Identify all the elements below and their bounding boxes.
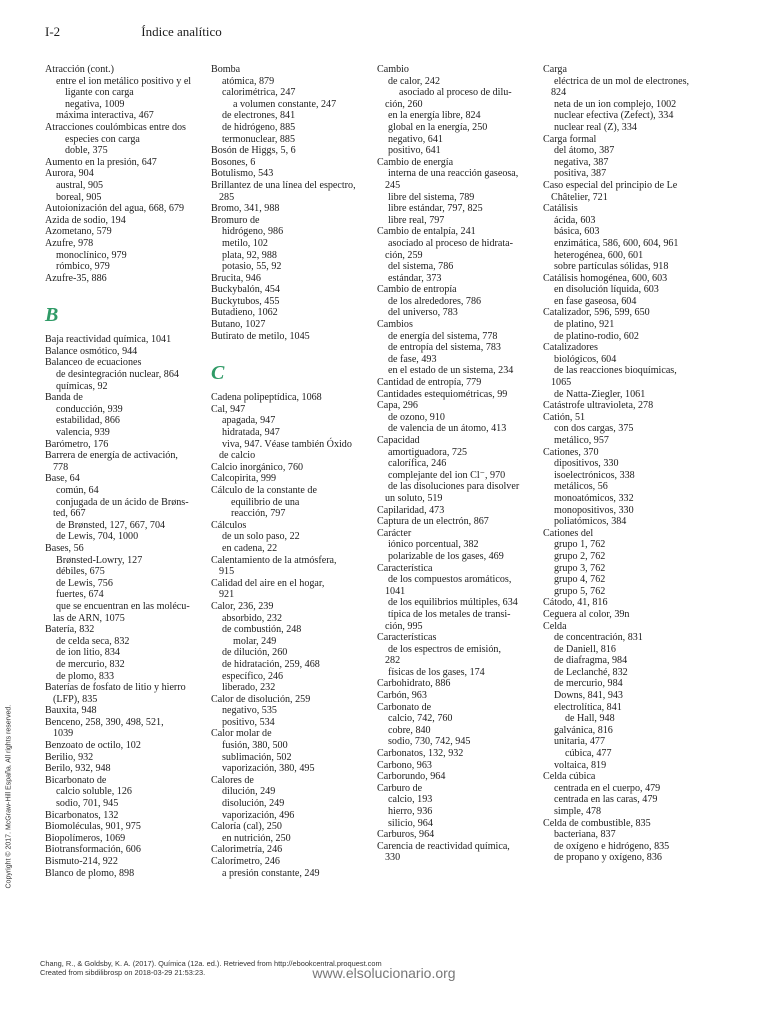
index-entry: Captura de un electrón, 867 — [377, 516, 489, 528]
index-subentry: del sistema, 786 — [388, 261, 454, 273]
index-subentry: con dos cargas, 375 — [554, 423, 634, 435]
index-subentry: 282 — [385, 655, 401, 667]
index-subentry: libre real, 797 — [388, 214, 445, 226]
index-subentry: de las reacciones bioquímicas, — [554, 365, 677, 377]
index-subentry: valencia, 939 — [56, 427, 110, 439]
index-subentry: global en la energía, 250 — [388, 121, 488, 133]
index-subentry: un soluto, 519 — [385, 492, 443, 504]
index-subentry: grupo 4, 762 — [554, 574, 606, 586]
index-subentry: 915 — [219, 566, 235, 578]
index-subentry: conjugada de un ácido de Brøns- — [56, 496, 189, 508]
index-subentry: doble, 375 — [65, 145, 108, 157]
index-subentry: hidratada, 947 — [222, 427, 280, 439]
created-line: Created from sibdilibrosp on 2018-03-29 21:53:23. — [40, 968, 206, 977]
page-header — [45, 24, 222, 40]
index-column-3 — [377, 64, 537, 864]
index-entry: Blanco de plomo, 898 — [45, 867, 135, 879]
index-entry: Bauxita, 948 — [45, 705, 97, 717]
index-subentry: entre el ion metálico positivo y el — [56, 75, 192, 87]
index-subentry: sodio, 730, 742, 945 — [388, 736, 471, 748]
index-subentry: absorbido, 232 — [222, 612, 282, 624]
section-letter: C — [211, 362, 225, 385]
index-subentry: del universo, 783 — [388, 307, 458, 319]
index-columns — [45, 64, 735, 954]
index-subentry: libre estándar, 797, 825 — [388, 203, 483, 215]
index-entry: Catalizadores — [543, 342, 598, 354]
index-subentry: fuertes, 674 — [56, 589, 104, 601]
index-subentry: de desintegración nuclear, 864 — [56, 369, 179, 381]
citation-line: Chang, R., & Goldsby, K. A. (2017). Química (12a. ed.). Retrieved from http://ebookcentral.proquest.com — [40, 959, 382, 968]
index-entry: Carburos, 964 — [377, 829, 435, 841]
index-subentry: positivo, 534 — [222, 716, 275, 728]
index-subentry: cúbica, 477 — [565, 748, 612, 760]
index-subentry: ácida, 603 — [554, 214, 596, 226]
index-entry: Calcio inorgánico, 760 — [211, 461, 304, 473]
copyright-note: Copyright © 2017. McGraw-Hill España. All rights reserved. — [5, 704, 13, 889]
index-subentry: termonuclear, 885 — [222, 133, 296, 145]
index-subentry: a presión constante, 249 — [222, 867, 320, 879]
index-subentry: complejante del ion Cl⁻, 970 — [388, 469, 506, 481]
index-subentry: de Lewis, 704, 1000 — [56, 531, 139, 543]
index-entry: Característica — [377, 562, 433, 574]
index-entry: Benceno, 258, 390, 498, 521, — [45, 716, 164, 728]
index-subentry: las de ARN, 1075 — [53, 612, 125, 624]
index-subentry: biológicos, 604 — [554, 353, 617, 365]
index-subentry: libre del sistema, 789 — [388, 191, 475, 203]
index-entry: Caloría (cal), 250 — [211, 821, 282, 833]
index-subentry: de valencia de un átomo, 413 — [388, 423, 507, 435]
index-entry: Batería, 832 — [45, 624, 95, 636]
index-subentry: del átomo, 387 — [554, 145, 615, 157]
index-subentry: interna de una reacción gaseosa, — [388, 168, 519, 180]
index-subentry: potasio, 55, 92 — [222, 261, 282, 273]
index-subentry: positivo, 641 — [388, 145, 441, 157]
index-subentry: liberado, 232 — [222, 682, 276, 694]
index-entry: Bromo, 341, 988 — [211, 203, 280, 215]
index-subentry: iónico porcentual, 382 — [388, 539, 479, 551]
index-subentry: de plomo, 833 — [56, 670, 115, 682]
index-subentry: negativo, 641 — [388, 133, 443, 145]
index-entry: Carga formal — [543, 133, 597, 145]
index-entry: Cantidad de entropía, 779 — [377, 377, 482, 389]
index-subentry: de fase, 493 — [388, 353, 437, 365]
index-subentry: 778 — [53, 461, 69, 473]
index-entry: Cambio de entalpía, 241 — [377, 226, 476, 238]
index-subentry: enzimática, 586, 600, 604, 961 — [554, 237, 679, 249]
index-subentry: básica, 603 — [554, 226, 600, 238]
index-subentry: poliatómicos, 384 — [554, 516, 627, 528]
index-entry: Cal, 947 — [211, 403, 246, 415]
index-entry: Carácter — [377, 527, 412, 539]
index-subentry: conducción, 939 — [56, 403, 123, 415]
index-entry: Catálisis homogénea, 600, 603 — [543, 272, 668, 284]
index-subentry: de ion litio, 834 — [56, 647, 120, 659]
index-column-1 — [45, 64, 205, 879]
index-subentry: de Natta-Ziegler, 1061 — [554, 388, 646, 400]
index-entry: Calor molar de — [211, 728, 272, 740]
index-subentry: ción, 260 — [385, 98, 423, 110]
index-entry: Bases, 56 — [45, 542, 84, 554]
index-subentry: en cadena, 22 — [222, 542, 278, 554]
index-subentry: ligante con carga — [65, 87, 134, 99]
index-subentry: de Brønsted, 127, 667, 704 — [56, 519, 166, 531]
index-subentry: calcio soluble, 126 — [56, 786, 132, 798]
index-subentry: calorimétrica, 247 — [222, 87, 296, 99]
index-subentry: en fase gaseosa, 604 — [554, 295, 637, 307]
index-entry: Catalizador, 596, 599, 650 — [543, 307, 650, 319]
index-subentry: neta de un ion complejo, 1002 — [554, 98, 677, 110]
index-subentry: en el estado de un sistema, 234 — [388, 365, 514, 377]
index-entry: Cambio — [377, 64, 409, 75]
index-subentry: Châtelier, 721 — [551, 191, 608, 203]
index-entry: Butadieno, 1062 — [211, 307, 278, 319]
index-column-2 — [211, 64, 371, 879]
index-subentry: en nutrición, 250 — [222, 832, 291, 844]
index-subentry: de Daniell, 816 — [554, 643, 616, 655]
index-subentry: máxima interactiva, 467 — [56, 110, 154, 122]
index-subentry: disolución, 249 — [222, 798, 285, 810]
index-entry: Carburo de — [377, 782, 423, 794]
index-entry: Cationes del — [543, 527, 594, 539]
index-entry: Bismuto-214, 922 — [45, 856, 118, 867]
index-subentry: apagada, 947 — [222, 415, 276, 427]
index-entry: Bosón de Higgs, 5, 6 — [211, 145, 296, 157]
index-subentry: Downs, 841, 943 — [554, 690, 623, 702]
index-subentry: eléctrica de un mol de electrones, — [554, 75, 690, 87]
index-subentry: grupo 1, 762 — [554, 539, 606, 551]
index-entry: Carencia de reactividad química, — [377, 840, 510, 852]
index-entry: Azometano, 579 — [45, 226, 112, 238]
index-entry: Cátodo, 41, 816 — [543, 597, 608, 609]
index-column-4 — [543, 64, 703, 864]
page-number: I-2 — [45, 24, 61, 39]
index-subentry: negativo, 535 — [222, 705, 277, 717]
index-subentry: de diafragma, 984 — [554, 655, 628, 667]
index-subentry: de los alrededores, 786 — [388, 295, 482, 307]
index-subentry: austral, 905 — [56, 179, 104, 191]
index-subentry: químicas, 92 — [56, 380, 108, 392]
index-subentry: equilibrio de una — [231, 496, 300, 508]
index-subentry: monoatómicos, 332 — [554, 492, 634, 504]
index-subentry: metálico, 957 — [554, 435, 609, 446]
index-subentry: unitaria, 477 — [554, 736, 606, 748]
index-subentry: negativa, 387 — [554, 156, 609, 168]
index-subentry: especies con carga — [65, 133, 140, 145]
index-entry: Banda de — [45, 392, 83, 404]
index-subentry: 824 — [551, 87, 567, 99]
index-subentry: simple, 478 — [554, 806, 602, 817]
index-subentry: en disolución líquida, 603 — [554, 284, 659, 296]
index-subentry: ción, 995 — [385, 620, 423, 632]
index-subentry: electrolítica, 841 — [554, 701, 622, 713]
index-subentry: de Lewis, 756 — [56, 577, 113, 589]
index-subentry: de Leclanché, 832 — [554, 666, 628, 678]
index-subentry: positiva, 387 — [554, 168, 607, 180]
index-subentry: ted, 667 — [53, 508, 86, 520]
index-entry: Biopolímeros, 1069 — [45, 832, 126, 844]
index-subentry: de platino, 921 — [554, 319, 615, 331]
index-subentry: 921 — [219, 589, 235, 601]
index-entry: Caso especial del principio de Le — [543, 179, 678, 191]
index-entry: Cambio de entropía — [377, 284, 457, 296]
index-subentry: de propano y oxígeno, 836 — [554, 852, 662, 864]
index-subentry: de Hall, 948 — [565, 713, 615, 725]
index-entry: Carborundo, 964 — [377, 771, 446, 783]
index-entry: Bicarbonato de — [45, 774, 107, 786]
index-subentry: de los compuestos aromáticos, — [388, 574, 512, 586]
index-subentry: de dilución, 260 — [222, 647, 288, 659]
index-entry: Azufre, 978 — [45, 237, 94, 249]
index-entry: Aumento en la presión, 647 — [45, 156, 157, 168]
index-subentry: calorífica, 246 — [388, 458, 447, 470]
index-subentry: sobre partículas sólidas, 918 — [554, 261, 669, 273]
index-subentry: de energía del sistema, 778 — [388, 330, 498, 342]
index-subentry: específico, 246 — [222, 670, 284, 682]
index-subentry: rómbico, 979 — [56, 261, 110, 273]
index-subentry: hidrógeno, 986 — [222, 226, 284, 238]
section-letter: B — [45, 304, 59, 327]
index-subentry: centrada en las caras, 479 — [554, 794, 658, 806]
index-entry: Carbono, 963 — [377, 759, 432, 771]
index-subentry: calcio, 193 — [388, 794, 433, 806]
index-entry: Biomoléculas, 901, 975 — [45, 821, 141, 833]
index-entry: Botulismo, 543 — [211, 168, 274, 180]
index-entry: Calorimetría, 246 — [211, 844, 283, 856]
index-entry: Base, 64 — [45, 473, 80, 485]
index-subentry: ción, 259 — [385, 249, 423, 261]
index-entry: Berilo, 932, 948 — [45, 763, 111, 775]
index-subentry: 330 — [385, 852, 401, 864]
index-subentry: de un solo paso, 22 — [222, 531, 300, 543]
index-entry: Calcopirita, 999 — [211, 473, 277, 485]
index-subentry: estabilidad, 866 — [56, 415, 120, 427]
index-subentry: en la energía libre, 824 — [388, 110, 481, 122]
index-entry: Capilaridad, 473 — [377, 504, 445, 516]
index-entry: Calor de disolución, 259 — [211, 693, 311, 705]
index-subentry: (LFP), 835 — [53, 693, 98, 705]
index-entry: Baja reactividad química, 1041 — [45, 334, 172, 346]
index-entry: Buckytubos, 455 — [211, 295, 280, 307]
index-entry: Bosones, 6 — [211, 156, 256, 168]
index-subentry: de hidrógeno, 885 — [222, 121, 296, 133]
index-subentry: isoelectrónicos, 338 — [554, 469, 635, 481]
index-subentry: hierro, 936 — [388, 806, 433, 817]
index-subentry: negativa, 1009 — [65, 98, 125, 110]
index-entry: Bomba — [211, 64, 241, 75]
index-subentry: amortiguadora, 725 — [388, 446, 468, 458]
index-entry: Cambio de energía — [377, 156, 454, 168]
index-subentry: heterogénea, 600, 601 — [554, 249, 644, 261]
index-entry: Carbonato de — [377, 701, 432, 713]
index-entry: Cambios — [377, 319, 413, 331]
index-subentry: molar, 249 — [233, 635, 277, 647]
index-subentry: galvánica, 816 — [554, 724, 613, 736]
index-entry: Barrera de energía de activación, — [45, 450, 178, 462]
index-entry: Berilio, 932 — [45, 751, 94, 763]
index-entry: Barómetro, 176 — [45, 438, 109, 450]
index-entry: Calidad del aire en el hogar, — [211, 577, 325, 589]
index-subentry: de entropía del sistema, 783 — [388, 342, 501, 354]
index-subentry: vaporización, 380, 495 — [222, 763, 315, 775]
index-subentry: sublimación, 502 — [222, 751, 292, 763]
index-entry: Calentamiento de la atmósfera, — [211, 554, 337, 566]
index-entry: Aurora, 904 — [45, 168, 94, 180]
index-subentry: dilución, 249 — [222, 786, 276, 798]
page-title: Índice analítico — [141, 24, 222, 39]
index-entry: Bicarbonatos, 132 — [45, 809, 119, 821]
index-subentry: nuclear real (Z), 334 — [554, 121, 637, 133]
index-entry: Capa, 296 — [377, 400, 418, 412]
index-entry: Catástrofe ultravioleta, 278 — [543, 400, 654, 412]
index-subentry: de calcio — [219, 450, 256, 462]
index-entry: Características — [377, 632, 437, 644]
index-entry: Biotransformación, 606 — [45, 844, 141, 856]
index-entry: Benzoato de octilo, 102 — [45, 740, 141, 752]
index-entry: Carbonatos, 132, 932 — [377, 748, 464, 760]
index-entry: Bromuro de — [211, 214, 260, 226]
index-entry: Cadena polipeptídica, 1068 — [211, 392, 322, 404]
index-subentry: 245 — [385, 179, 401, 191]
index-subentry: 285 — [219, 191, 235, 203]
index-subentry: monoclínico, 979 — [56, 249, 127, 261]
index-entry: Catión, 51 — [543, 411, 586, 423]
index-subentry: a volumen constante, 247 — [233, 98, 337, 110]
index-subentry: reacción, 797 — [231, 508, 286, 520]
index-subentry: de ozono, 910 — [388, 411, 445, 423]
index-subentry: de combustión, 248 — [222, 624, 302, 636]
watermark: www.elsolucionario.org — [312, 965, 456, 981]
index-subentry: de hidratación, 259, 468 — [222, 658, 320, 670]
index-entry: Calorímetro, 246 — [211, 856, 280, 867]
index-entry: Celda de combustible, 835 — [543, 817, 651, 829]
index-subentry: de platino-rodio, 602 — [554, 330, 639, 342]
index-entry: Buckybalón, 454 — [211, 284, 280, 296]
index-subentry: centrada en el cuerpo, 479 — [554, 782, 661, 794]
index-subentry: de las disoluciones para disolver — [388, 481, 520, 493]
index-entry: Butano, 1027 — [211, 319, 266, 331]
index-entry: Cálculo de la constante de — [211, 485, 317, 496]
index-subentry: cobre, 840 — [388, 724, 431, 736]
index-entry: Autoionización del agua, 668, 679 — [45, 203, 185, 215]
index-subentry: débiles, 675 — [56, 566, 105, 578]
index-subentry: 1041 — [385, 585, 406, 597]
index-subentry: calcio, 742, 760 — [388, 713, 453, 725]
index-subentry: nuclear efectiva (Zefect), 334 — [554, 110, 674, 122]
index-subentry: dipositivos, 330 — [554, 458, 619, 470]
index-entry: Celda — [543, 620, 567, 632]
index-subentry: de celda seca, 832 — [56, 635, 130, 647]
index-entry: Butirato de metilo, 1045 — [211, 330, 310, 342]
index-entry: Calor, 236, 239 — [211, 600, 274, 612]
index-subentry: plata, 92, 988 — [222, 249, 277, 261]
index-subentry: Brønsted-Lowry, 127 — [56, 554, 143, 566]
index-subentry: de oxígeno e hidrógeno, 835 — [554, 840, 670, 852]
index-subentry: viva, 947. Véase también Óxido — [222, 438, 352, 450]
index-subentry: típica de los metales de transi- — [388, 608, 511, 620]
index-subentry: atómica, 879 — [222, 75, 275, 87]
index-entry: Cationes, 370 — [543, 446, 599, 458]
index-entry: Ceguera al color, 39n — [543, 608, 630, 620]
index-entry: Calores de — [211, 774, 254, 786]
index-entry: Balance osmótico, 944 — [45, 345, 138, 357]
index-entry: Atracciones coulómbicas entre dos — [45, 121, 186, 133]
index-subentry: bacteriana, 837 — [554, 829, 616, 841]
index-subentry: de los equilibrios múltiples, 634 — [388, 597, 518, 609]
index-entry: Carbohidrato, 886 — [377, 678, 451, 690]
index-entry: Atracción (cont.) — [45, 64, 114, 75]
index-subentry: de los espectros de emisión, — [388, 643, 501, 655]
index-entry: Catálisis — [543, 203, 578, 215]
index-subentry: monopositivos, 330 — [554, 504, 634, 516]
index-entry: Capacidad — [377, 435, 420, 446]
index-subentry: asociado al proceso de dilu- — [399, 87, 512, 99]
index-entry: Carbón, 963 — [377, 690, 427, 702]
index-subentry: metilo, 102 — [222, 237, 268, 249]
index-entry: Cantidades estequiométricas, 99 — [377, 388, 508, 400]
index-subentry: fusión, 380, 500 — [222, 740, 288, 752]
index-subentry: polarizable de los gases, 469 — [388, 550, 504, 562]
index-subentry: sodio, 701, 945 — [56, 798, 119, 810]
index-subentry: silicio, 964 — [388, 817, 433, 829]
index-subentry: vaporización, 496 — [222, 809, 295, 821]
index-subentry: grupo 3, 762 — [554, 562, 606, 574]
index-entry: Celda cúbica — [543, 771, 596, 783]
index-subentry: asociado al proceso de hidrata- — [388, 237, 513, 249]
index-entry: Carga — [543, 64, 567, 75]
index-entry: Brillantez de una línea del espectro, — [211, 179, 356, 191]
index-entry: Brucita, 946 — [211, 272, 261, 284]
index-entry: Azida de sodio, 194 — [45, 214, 126, 226]
index-subentry: grupo 5, 762 — [554, 585, 606, 597]
index-subentry: 1039 — [53, 728, 74, 740]
index-entry: Cálculos — [211, 519, 247, 531]
index-entry: Baterías de fosfato de litio y hierro — [45, 682, 186, 694]
index-subentry: de mercurio, 984 — [554, 678, 623, 690]
index-subentry: físicas de los gases, 174 — [388, 666, 485, 678]
index-subentry: boreal, 905 — [56, 191, 102, 203]
index-subentry: metálicos, 56 — [554, 481, 608, 493]
index-subentry: de electrones, 841 — [222, 110, 296, 122]
index-entry: Azufre-35, 886 — [45, 272, 107, 284]
index-entry: Balanceo de ecuaciones — [45, 357, 142, 369]
index-subentry: de mercurio, 832 — [56, 658, 125, 670]
index-subentry: voltaica, 819 — [554, 759, 607, 771]
index-subentry: grupo 2, 762 — [554, 550, 606, 562]
index-subentry: común, 64 — [56, 485, 99, 496]
index-subentry: de concentración, 831 — [554, 632, 643, 644]
index-subentry: estándar, 373 — [388, 272, 442, 284]
index-subentry: 1065 — [551, 377, 572, 389]
index-subentry: que se encuentran en las molécu- — [56, 600, 190, 612]
index-subentry: de calor, 242 — [388, 75, 441, 87]
